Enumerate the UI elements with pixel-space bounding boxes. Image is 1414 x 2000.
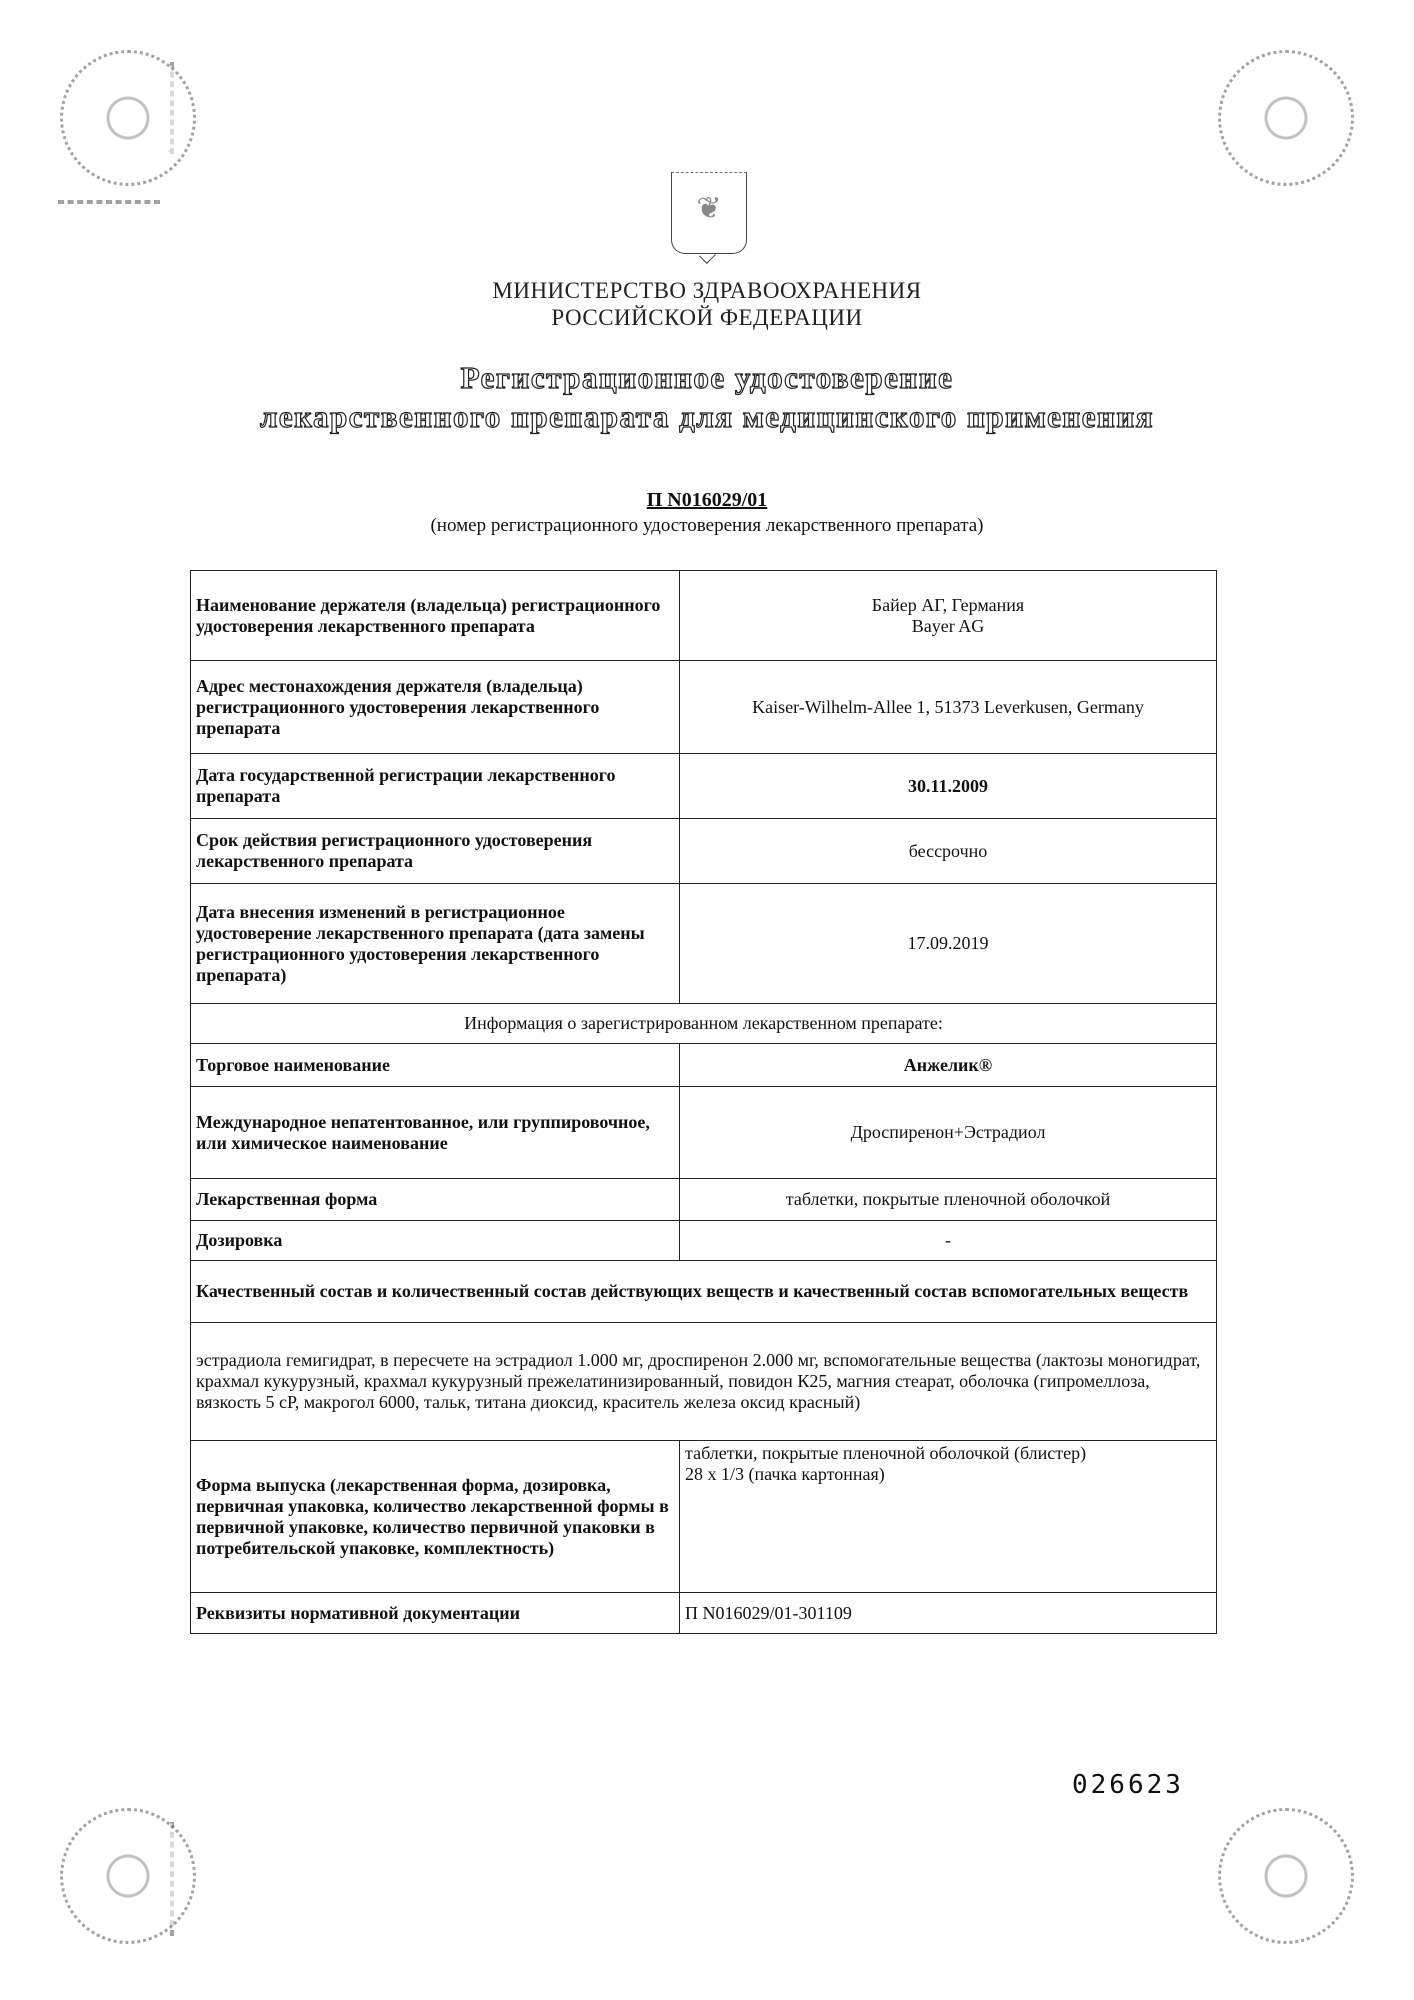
release-form-value	[680, 1441, 1217, 1593]
table-row	[191, 1179, 1217, 1221]
corner-rosette-icon	[60, 1808, 196, 1944]
table-row	[191, 1323, 1217, 1441]
composition-heading: Качественный состав и количественный состав действующих веществ и качественный состав вспомогательных веществ	[191, 1261, 1217, 1323]
document-title-line1: Регистрационное удостоверение	[460, 360, 954, 395]
coat-of-arms-icon	[671, 172, 747, 254]
release-form-label: Форма выпуска (лекарственная форма, дозировка, первичная упаковка, количество лекарственной формы в первичной упаковке, количество первичной упаковки в потребительской упаковке, комплектность)	[191, 1441, 680, 1593]
frame-left-band	[58, 200, 160, 204]
holder-name-label: Наименование держателя (владельца) регистрационного удостоверения лекарственного препарата	[191, 571, 680, 661]
dosage-form-value: таблетки, покрытые пленочной оболочкой	[680, 1179, 1217, 1221]
table-row	[191, 884, 1217, 1004]
drug-info-heading: Информация о зарегистрированном лекарственном препарате:	[191, 1004, 1217, 1044]
normative-docs-label: Реквизиты нормативной документации	[191, 1593, 680, 1634]
corner-rosette-icon	[1218, 50, 1354, 186]
table-row	[191, 1221, 1217, 1261]
registration-table	[190, 570, 1217, 1634]
table-row	[191, 1044, 1217, 1087]
amendment-date-value: 17.09.2019	[680, 884, 1217, 1004]
table-row	[191, 754, 1217, 819]
holder-name-en: Bayer AG	[911, 615, 985, 636]
release-form-line2: 28 х 1/3 (пачка картонная)	[685, 1464, 885, 1484]
release-form-line1: таблетки, покрытые пленочной оболочкой (блистер)	[685, 1443, 1087, 1463]
corner-rosette-icon	[1218, 1808, 1354, 1944]
ministry-name-line1: МИНИСТЕРСТВО ЗДРАВООХРАНЕНИЯ	[492, 278, 922, 303]
eagle-icon: ❦	[696, 192, 722, 225]
ministry-name-line2: РОССИЙСКОЙ ФЕДЕРАЦИИ	[551, 305, 863, 330]
inn-label: Международное непатентованное, или группировочное, или химическое наименование	[191, 1087, 680, 1179]
table-row	[191, 1261, 1217, 1323]
table-row	[191, 1004, 1217, 1044]
trade-name-value: Анжелик®	[680, 1044, 1217, 1087]
registration-number-caption: (номер регистрационного удостоверения лекарственного препарата)	[430, 515, 984, 536]
dosage-form-label: Лекарственная форма	[191, 1179, 680, 1221]
dosage-value: -	[680, 1221, 1217, 1261]
corner-rosette-icon	[60, 50, 196, 186]
amendment-date-label: Дата внесения изменений в регистрационное удостоверение лекарственного препарата (дата замены регистрационного удостоверения лекарственного препарата)	[191, 884, 680, 1004]
document-title-line2: лекарственного препарата для медицинского применения	[260, 399, 1154, 434]
table-row	[191, 1087, 1217, 1179]
holder-name-ru: Байер АГ, Германия	[871, 594, 1025, 615]
inn-value: Дроспиренон+Эстрадиол	[680, 1087, 1217, 1179]
holder-name-value	[680, 571, 1217, 661]
table-row	[191, 1593, 1217, 1634]
table-row	[191, 571, 1217, 661]
registration-date-label: Дата государственной регистрации лекарственного препарата	[191, 754, 680, 819]
serial-number: 026623	[1072, 1770, 1184, 1800]
registration-number: П N016029/01	[646, 489, 768, 511]
composition-text: эстрадиола гемигидрат, в пересчете на эстрадиол 1.000 мг, дроспиренон 2.000 мг, вспомогательные вещества (лактозы моногидрат, крахмал кукурузный, крахмал кукурузный прежелатинизированный, повидон К25, магния стеарат, оболочка (гипромеллоза, вязкость 5 сР, макрогол 6000, тальк, титана диоксид, краситель железа оксид красный)	[191, 1323, 1217, 1441]
table-row	[191, 1441, 1217, 1593]
dosage-label: Дозировка	[191, 1221, 680, 1261]
trade-name-label: Торговое наименование	[191, 1044, 680, 1087]
holder-address-label: Адрес местонахождения держателя (владельца) регистрационного удостоверения лекарственного препарата	[191, 661, 680, 754]
holder-address-value: Kaiser-Wilhelm-Allee 1, 51373 Leverkusen, Germany	[680, 661, 1217, 754]
table-row	[191, 819, 1217, 884]
validity-label: Срок действия регистрационного удостоверения лекарственного препарата	[191, 819, 680, 884]
normative-docs-value: П N016029/01-301109	[680, 1593, 1217, 1634]
validity-value: бессрочно	[680, 819, 1217, 884]
registration-date-value: 30.11.2009	[680, 754, 1217, 819]
table-row	[191, 661, 1217, 754]
